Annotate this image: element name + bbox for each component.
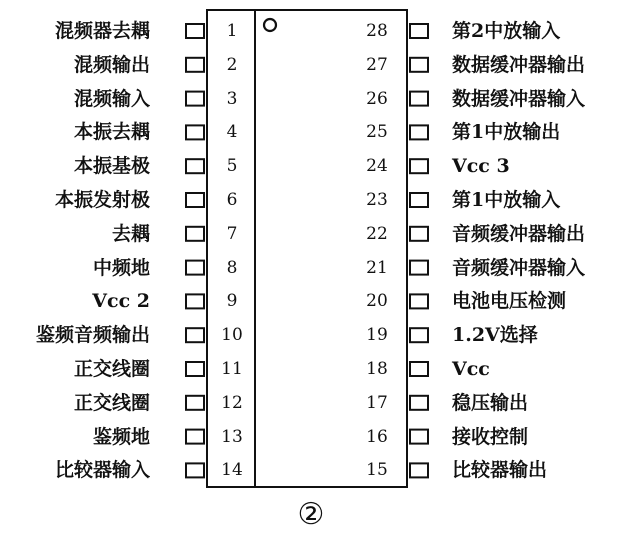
pin-10-label: 鉴频音频输出 <box>35 324 150 347</box>
pin-1-label: 混频器去耦 <box>54 20 150 42</box>
pin-26-number: 26 <box>366 88 388 109</box>
pin-8-stub <box>186 261 204 275</box>
pin-1-number: 1 <box>226 21 238 41</box>
pin-13-stub <box>186 430 204 444</box>
pin-13-number: 13 <box>221 426 243 447</box>
pin-25-number: 25 <box>366 122 388 143</box>
pin-3-label: 混频输入 <box>73 87 150 110</box>
pin-26-stub <box>410 92 428 106</box>
pin-20-label: 电池电压检测 <box>452 290 567 313</box>
pin-12-stub <box>186 396 204 410</box>
pin-26-label: 数据缓冲器输入 <box>452 87 586 110</box>
pin-19-number: 19 <box>366 325 388 346</box>
pin-6-number: 6 <box>226 190 238 210</box>
pin-21-number: 21 <box>366 257 388 278</box>
pin-9-stub <box>186 294 204 308</box>
pin1-marker-icon <box>264 19 276 31</box>
pin-20-number: 20 <box>366 291 388 312</box>
pin-23-stub <box>410 193 428 207</box>
pin-20-stub <box>410 294 428 308</box>
pin-10-stub <box>186 328 204 342</box>
pin-18-stub <box>410 362 428 376</box>
figure-caption: ② <box>297 497 325 532</box>
pin-3-stub <box>186 92 204 106</box>
pin-17-stub <box>410 396 428 410</box>
pin-21-label: 音频缓冲器输入 <box>452 256 586 279</box>
pin-28-stub <box>410 24 428 38</box>
pin-4-label: 本振去耦 <box>73 121 150 144</box>
pin-16-label: 接收控制 <box>452 425 529 448</box>
pin-23-label: 第1中放输入 <box>452 189 561 211</box>
pin-13-label: 鉴频地 <box>92 425 150 448</box>
pin-15-stub <box>410 463 428 477</box>
pin-8-number: 8 <box>226 257 238 278</box>
pin-17-number: 17 <box>366 392 388 413</box>
pin-6-stub <box>186 193 204 207</box>
pin-2-label: 混频输出 <box>73 53 150 76</box>
pin-11-number: 11 <box>221 359 243 379</box>
pin-2-number: 2 <box>226 54 238 75</box>
pin-10-number: 10 <box>221 325 243 346</box>
pin-3-number: 3 <box>226 88 238 109</box>
pin-22-number: 22 <box>366 223 388 244</box>
pin-27-label: 数据缓冲器输出 <box>452 53 586 76</box>
pin-14-label: 比较器输入 <box>54 459 150 482</box>
pin-14-stub <box>186 463 204 477</box>
pin-4-stub <box>186 125 204 139</box>
pin-9-number: 9 <box>226 291 238 312</box>
pin-28-label: 第2中放输入 <box>452 20 561 42</box>
pin-14-number: 14 <box>221 460 243 481</box>
pin-22-label: 音频缓冲器输出 <box>452 222 586 245</box>
pin-16-number: 16 <box>366 426 388 447</box>
pin-24-stub <box>410 159 428 173</box>
pin-7-number: 7 <box>226 223 238 244</box>
pin-18-label: Vcc <box>452 358 490 380</box>
pin-4-number: 4 <box>226 122 238 143</box>
pin-27-number: 27 <box>366 54 388 75</box>
pin-5-stub <box>186 159 204 173</box>
pin-18-number: 18 <box>366 359 388 379</box>
pin-7-label: 去耦 <box>111 222 150 245</box>
pin-24-number: 24 <box>366 156 388 177</box>
pin-11-stub <box>186 362 204 376</box>
pin-25-label: 第1中放输出 <box>452 121 561 144</box>
pin-19-label: 1.2V选择 <box>452 324 538 347</box>
pin-7-stub <box>186 227 204 241</box>
pin-6-label: 本振发射极 <box>54 189 150 211</box>
pin-19-stub <box>410 328 428 342</box>
pin-28-number: 28 <box>366 21 388 41</box>
pin-24-label: Vcc 3 <box>452 155 510 178</box>
pin-22-stub <box>410 227 428 241</box>
pin-8-label: 中频地 <box>92 256 150 279</box>
pin-15-label: 比较器输出 <box>452 459 548 482</box>
pin-9-label: Vcc 2 <box>92 290 150 313</box>
pin-17-label: 稳压输出 <box>452 391 529 414</box>
pin-5-number: 5 <box>226 156 238 177</box>
pin-11-label: 正交线圈 <box>73 358 150 380</box>
pin-2-stub <box>186 58 204 72</box>
pin-23-number: 23 <box>366 190 388 210</box>
pin-21-stub <box>410 261 428 275</box>
pin-5-label: 本振基极 <box>73 155 150 178</box>
pin-12-number: 12 <box>221 392 243 413</box>
pin-12-label: 正交线圈 <box>73 391 150 414</box>
pin-15-number: 15 <box>366 460 388 481</box>
pin-25-stub <box>410 125 428 139</box>
ic-body <box>207 10 407 487</box>
pin-27-stub <box>410 58 428 72</box>
pin-16-stub <box>410 430 428 444</box>
pin-1-stub <box>186 24 204 38</box>
